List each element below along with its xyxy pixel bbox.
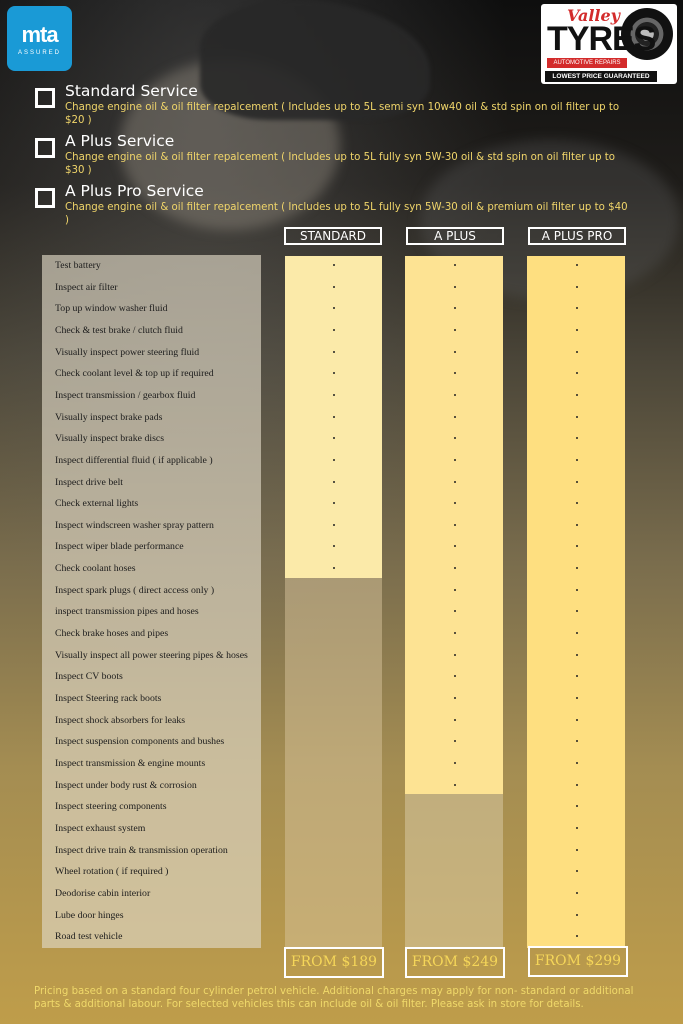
feature-label: Inspect suspension components and bushes	[55, 736, 225, 748]
option-title: A Plus Service	[65, 132, 175, 150]
included-dot-a-plus	[454, 394, 456, 396]
feature-label: Wheel rotation ( if required )	[55, 866, 169, 878]
included-dot-a-plus	[454, 589, 456, 591]
mta-logo-text: mta	[21, 22, 58, 47]
feature-label: Inspect transmission / gearbox fluid	[55, 389, 196, 401]
feature-label: Inspect exhaust system	[55, 822, 146, 834]
feature-label: Deodorise cabin interior	[55, 887, 151, 899]
valley-tyres-logo-repairs: AUTOMOTIVE REPAIRS	[547, 58, 627, 68]
standard-column-excluded	[285, 578, 382, 948]
feature-label: Check coolant hoses	[55, 563, 136, 575]
feature-label: Visually inspect brake pads	[55, 411, 163, 423]
column-header-a-plus-pro: A PLUS PRO	[528, 227, 626, 245]
feature-label: Check coolant level & top up if required	[55, 368, 214, 380]
feature-label: Road test vehicle	[55, 931, 123, 943]
included-dot-a-plus	[454, 719, 456, 721]
included-dot-a-plus	[454, 524, 456, 526]
included-dot-a-plus	[454, 329, 456, 331]
included-dot-a-plus-pro	[576, 654, 578, 656]
feature-label: Visually inspect all power steering pipes & hoses	[55, 649, 248, 661]
included-dot-standard	[333, 264, 335, 266]
included-dot-standard	[333, 351, 335, 353]
feature-label: Inspect shock absorbers for leaks	[55, 714, 186, 726]
included-dot-a-plus-pro	[576, 351, 578, 353]
a-plus-pro-column	[527, 256, 625, 948]
feature-label: Top up window washer fluid	[55, 303, 168, 315]
feature-label: Inspect Steering rack boots	[55, 693, 162, 704]
included-dot-a-plus-pro	[576, 459, 578, 461]
included-dot-a-plus-pro	[576, 892, 578, 894]
valley-tyres-logo-tagline: LOWEST PRICE GUARANTEED	[545, 71, 657, 82]
included-dot-a-plus	[454, 654, 456, 656]
feature-label: Lube door hinges	[55, 909, 124, 921]
included-dot-a-plus	[454, 351, 456, 353]
included-dot-a-plus	[454, 459, 456, 461]
included-dot-standard	[333, 394, 335, 396]
included-dot-a-plus	[454, 416, 456, 418]
included-dot-a-plus-pro	[576, 849, 578, 851]
feature-label: inspect transmission pipes and hoses	[55, 606, 199, 618]
included-dot-a-plus	[454, 286, 456, 288]
feature-label: Check & test brake / clutch fluid	[55, 324, 183, 336]
included-dot-a-plus-pro	[576, 719, 578, 721]
included-dot-a-plus-pro	[576, 264, 578, 266]
a-plus-column-excluded	[405, 794, 503, 948]
feature-label: Inspect CV boots	[55, 671, 123, 683]
checkbox-a-plus-pro-service[interactable]	[35, 188, 55, 208]
price-standard: FROM $189	[284, 947, 384, 978]
feature-label: Inspect wiper blade performance	[55, 541, 184, 553]
included-dot-a-plus-pro	[576, 762, 578, 764]
checkbox-a-plus-service[interactable]	[35, 138, 55, 158]
checkbox-standard-service[interactable]	[35, 88, 55, 108]
included-dot-standard	[333, 481, 335, 483]
feature-label: Inspect under body rust & corrosion	[55, 779, 197, 791]
column-header-a-plus: A PLUS	[406, 227, 504, 245]
valley-tyres-logo-valley: Valley	[567, 6, 620, 25]
feature-label: Test battery	[55, 260, 101, 271]
price-a-plus-pro: FROM $299	[528, 946, 628, 977]
included-dot-standard	[333, 524, 335, 526]
mta-assured-logo	[7, 6, 72, 71]
feature-label: Inspect air filter	[55, 281, 118, 293]
included-dot-a-plus-pro	[576, 914, 578, 916]
included-dot-a-plus-pro	[576, 329, 578, 331]
option-description: Change engine oil & oil filter repalcement ( Includes up to 5L semi syn 10w40 oil & std spin on oil filter up to $20 )	[65, 102, 620, 126]
included-dot-standard	[333, 286, 335, 288]
included-dot-a-plus-pro	[576, 524, 578, 526]
included-dot-standard	[333, 329, 335, 331]
option-description: Change engine oil & oil filter repalcement ( Includes up to 5L fully syn 5W-30 oil & std spin on oil filter up to $30 )	[65, 152, 616, 176]
feature-label: Inspect steering components	[55, 801, 167, 813]
included-dot-a-plus-pro	[576, 589, 578, 591]
feature-label: Inspect drive train & transmission operation	[55, 844, 228, 856]
feature-label: Inspect windscreen washer spray pattern	[55, 519, 214, 531]
included-dot-a-plus	[454, 762, 456, 764]
feature-label: Inspect differential fluid ( if applicable )	[55, 454, 213, 466]
pricing-disclaimer: Pricing based on a standard four cylinder petrol vehicle. Additional charges may apply for non- standard or additional parts & additional labour. For selected vehicles this can include oil & oil filter. Please ask in store for details.	[34, 986, 634, 1010]
included-dot-a-plus	[454, 784, 456, 786]
included-dot-a-plus-pro	[576, 784, 578, 786]
feature-label: Inspect spark plugs ( direct access only )	[55, 584, 215, 596]
included-dot-standard	[333, 459, 335, 461]
mta-logo-subtext: ASSURED	[17, 50, 61, 56]
option-title: Standard Service	[65, 82, 198, 100]
included-dot-a-plus	[454, 264, 456, 266]
included-dot-a-plus-pro	[576, 394, 578, 396]
included-dot-a-plus	[454, 481, 456, 483]
included-dot-a-plus-pro	[576, 286, 578, 288]
feature-label: Visually inspect brake discs	[55, 433, 165, 445]
included-dot-standard	[333, 416, 335, 418]
feature-label: Inspect transmission & engine mounts	[55, 757, 206, 769]
included-dot-a-plus-pro	[576, 827, 578, 829]
column-header-standard: STANDARD	[284, 227, 382, 245]
feature-label: Check external lights	[55, 498, 139, 510]
price-a-plus: FROM $249	[405, 947, 505, 978]
option-description: Change engine oil & oil filter repalcement ( Includes up to 5L fully syn 5W-30 oil & premium oil filter up to $40 )	[65, 202, 628, 226]
feature-label: Inspect drive belt	[55, 476, 124, 488]
feature-label: Check brake hoses and pipes	[55, 628, 169, 640]
included-dot-a-plus	[454, 697, 456, 699]
included-dot-a-plus-pro	[576, 697, 578, 699]
feature-label: Visually inspect power steering fluid	[55, 346, 200, 358]
included-dot-a-plus-pro	[576, 416, 578, 418]
valley-tyres-logo	[541, 4, 677, 84]
option-title: A Plus Pro Service	[65, 182, 204, 200]
included-dot-a-plus-pro	[576, 481, 578, 483]
valley-tyres-logo-tyres: TYRES	[547, 20, 656, 58]
